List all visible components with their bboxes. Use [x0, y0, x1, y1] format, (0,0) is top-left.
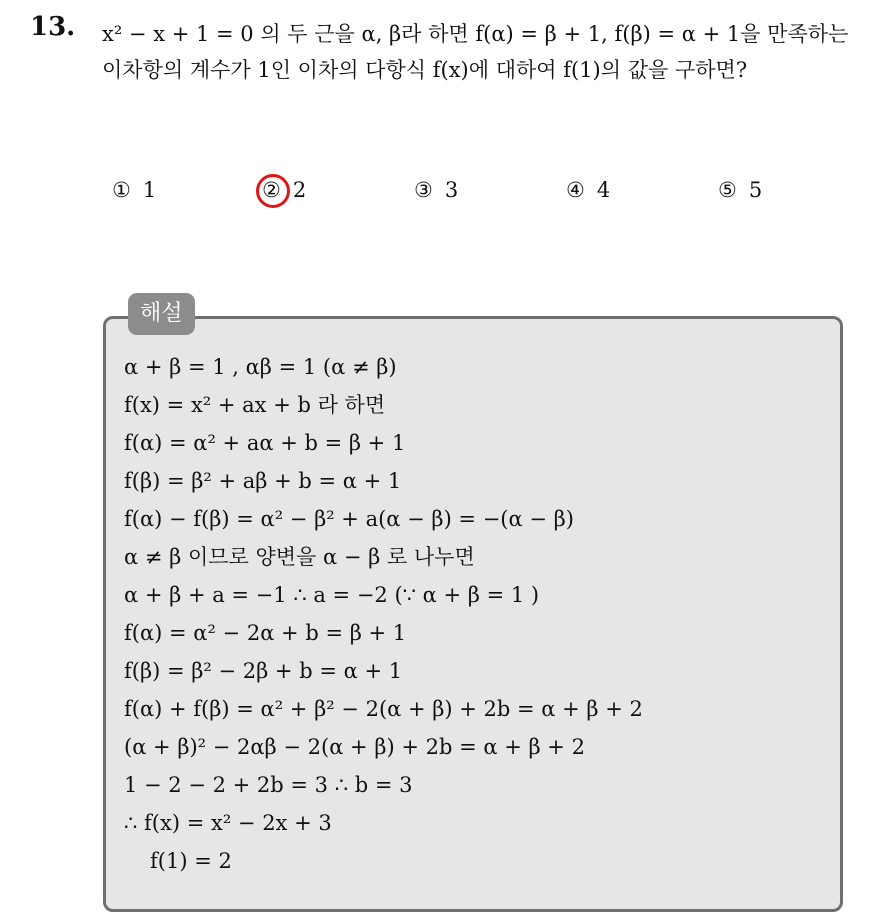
explanation-tab: 해설 [128, 293, 195, 335]
choice-1[interactable] [112, 178, 156, 202]
choice-3-mark: ③ [414, 178, 433, 202]
choice-2-value: 2 [292, 178, 307, 202]
choice-3[interactable] [414, 178, 458, 202]
choice-1-mark: ① [112, 178, 131, 202]
explanation-line-7: α + β + a = −1 ∴ a = −2 (∵ α + β = 1 ) [124, 583, 540, 607]
choice-4[interactable] [566, 178, 610, 202]
choice-4-mark: ④ [566, 178, 585, 202]
explanation-line-5: f(α) − f(β) = α² − β² + a(α − β) = −(α − β) [124, 507, 574, 531]
choice-1-value: 1 [142, 178, 157, 202]
explanation-line-4: f(β) = β² + aβ + b = α + 1 [124, 469, 402, 493]
choice-2[interactable] [262, 178, 306, 202]
explanation-line-6: α ≠ β 이므로 양변을 α − β 로 나누면 [124, 545, 475, 569]
choice-2-mark: ② [262, 178, 281, 202]
explanation-line-1: α + β = 1 , αβ = 1 (α ≠ β) [124, 355, 397, 379]
choice-5[interactable] [718, 178, 762, 202]
explanation-line-9: f(β) = β² − 2β + b = α + 1 [124, 659, 403, 683]
explanation-line-13: ∴ f(x) = x² − 2x + 3 [124, 811, 332, 835]
selected-answer-circle [256, 174, 290, 208]
explanation-line-14: f(1) = 2 [150, 849, 232, 873]
choice-5-mark: ⑤ [718, 178, 737, 202]
explanation-line-12: 1 − 2 − 2 + 2b = 3 ∴ b = 3 [124, 773, 413, 797]
explanation-line-2: f(x) = x² + ax + b 라 하면 [124, 393, 386, 417]
choice-4-value: 4 [596, 178, 611, 202]
question-text: x² − x + 1 = 0 의 두 근을 α, β라 하면 f(α) = β + 1, f(β) = α + 1을 만족하는 이차항의 계수가 1인 이차의 다항식 f(x)에 대하여 f(1)의 값을 구하면? [102, 22, 849, 82]
choice-5-value: 5 [748, 178, 763, 202]
explanation-line-11: (α + β)² − 2αβ − 2(α + β) + 2b = α + β + 2 [124, 735, 585, 759]
explanation-line-3: f(α) = α² + aα + b = β + 1 [124, 431, 406, 455]
explanation-line-10: f(α) + f(β) = α² + β² − 2(α + β) + 2b = α + β + 2 [124, 697, 643, 721]
explanation-lines [124, 348, 824, 880]
choice-3-value: 3 [444, 178, 459, 202]
answer-choices [0, 178, 884, 212]
explanation-line-8: f(α) = α² − 2α + b = β + 1 [124, 621, 407, 645]
question-number: 13. [30, 12, 76, 42]
